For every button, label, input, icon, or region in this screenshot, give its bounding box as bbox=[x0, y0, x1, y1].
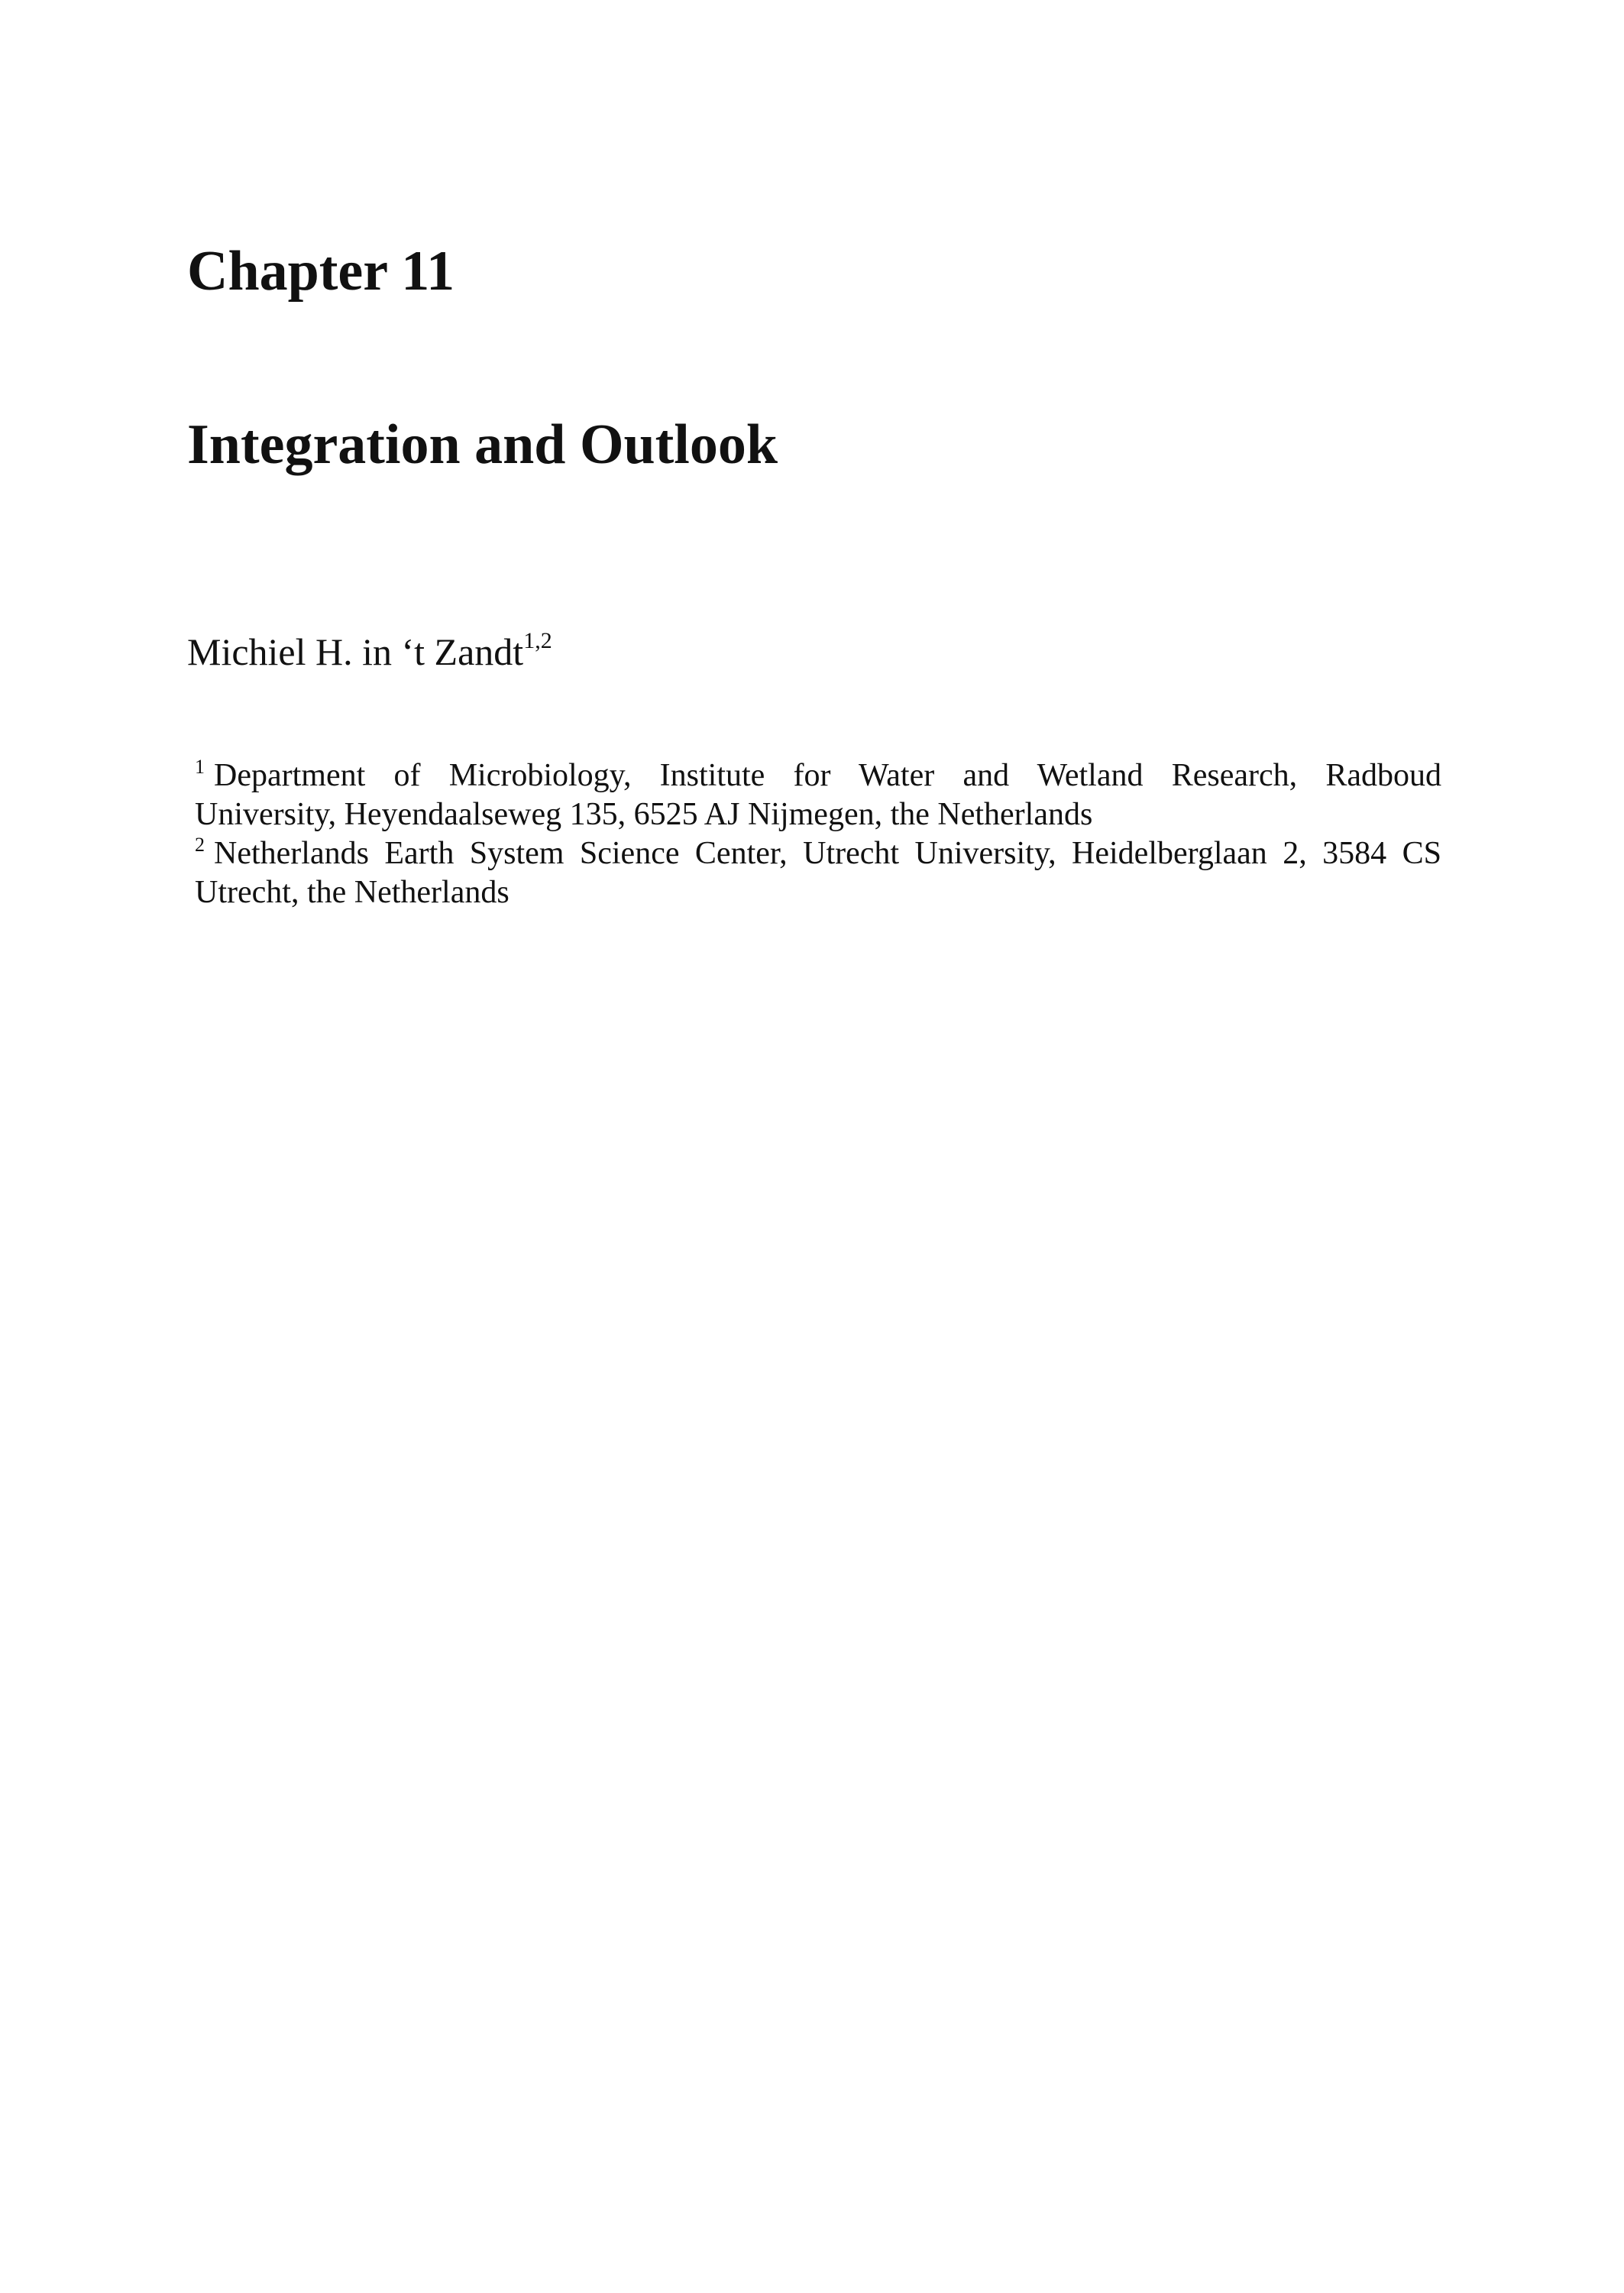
chapter-label: Chapter 11 bbox=[187, 240, 455, 303]
affiliation-1 bbox=[195, 756, 1441, 834]
affiliation-2-text-1: Netherlands Earth System Science Center, Utrecht University, Heidelberglaan 2, 3584 CS bbox=[214, 836, 1441, 871]
affiliation-1-marker: 1 bbox=[195, 756, 205, 778]
affiliation-2 bbox=[195, 834, 1441, 912]
affiliation-1-line-1 bbox=[195, 756, 1441, 795]
affiliation-2-line-1 bbox=[195, 834, 1441, 873]
affiliation-2-marker: 2 bbox=[195, 834, 205, 856]
affiliation-2-line-2: Utrecht, the Netherlands bbox=[195, 875, 510, 910]
author-line bbox=[187, 629, 552, 675]
affiliations-block bbox=[195, 756, 1441, 912]
affiliation-1-line-2: University, Heyendaalseweg 135, 6525 AJ Nijmegen, the Netherlands bbox=[195, 797, 1093, 832]
chapter-title: Integration and Outlook bbox=[187, 413, 778, 476]
author-name: Michiel H. in ‘t Zandt bbox=[187, 630, 524, 673]
affiliation-1-text-1: Department of Microbiology, Institute for Water and Wetland Research, Radboud bbox=[214, 758, 1441, 793]
author-affiliation-markers: 1,2 bbox=[523, 628, 552, 653]
